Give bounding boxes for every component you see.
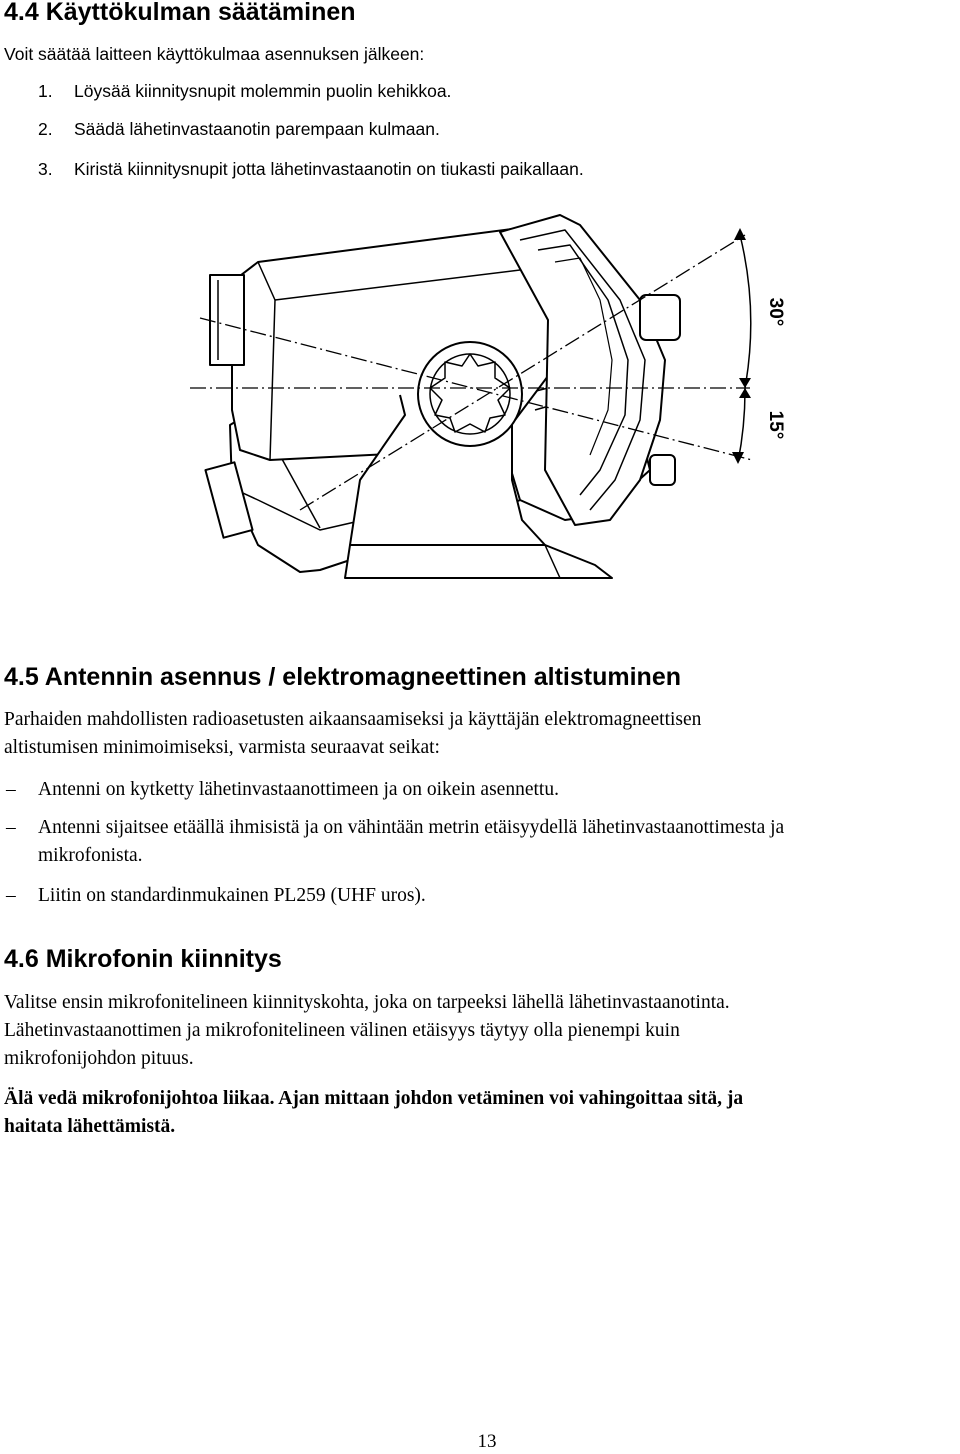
section-heading-4-5: 4.5 Antennin asennus / elektromagneettinen altistuminen — [4, 663, 681, 691]
step-2-number: 2. — [38, 119, 53, 139]
warning-line-1: Älä vedä mikrofonijohtoa liikaa. Ajan mittaan johdon vetäminen voi vahingoittaa sitä, ja — [4, 1088, 744, 1109]
section-4-5-paragraph-line-1: Parhaiden mahdollisten radioasetusten aikaansaamiseksi ja käyttäjän elektromagneettisen — [4, 709, 702, 730]
mount-base — [345, 545, 612, 578]
angle-label-15: 15° — [765, 410, 786, 440]
step-3-number: 3. — [38, 159, 53, 179]
bullet-marker: – — [6, 817, 16, 838]
page-number: 13 — [477, 1431, 497, 1452]
bullet-2-text-line-1: Antenni sijaitsee etäällä ihmisistä ja on vähintään metrin etäisyydellä lähetinvastaanottimesta ja — [38, 817, 785, 838]
section-4-6-paragraph-line-2: Lähetinvastaanottimen ja mikrofonitelineen välinen etäisyys täytyy olla pienempi kuin — [4, 1020, 680, 1041]
bullet-2-text-line-2: mikrofonista. — [38, 845, 143, 866]
angle-label-30: 30° — [765, 297, 786, 327]
step-3-text: Kiristä kiinnitysnupit jotta lähetinvastaanotin on tiukasti paikallaan. — [74, 159, 584, 179]
bullet-3-text: Liitin on standardinmukainen PL259 (UHF uros). — [38, 885, 426, 906]
tilt-angle-diagram — [0, 0, 960, 640]
lower-right-knob — [650, 455, 675, 485]
section-intro: Voit säätää laitteen käyttökulmaa asennuksen jälkeen: — [4, 44, 425, 64]
step-1-number: 1. — [38, 81, 53, 101]
bullet-1-text: Antenni on kytketty lähetinvastaanottimeen ja on oikein asennettu. — [38, 779, 559, 800]
section-heading-4-4: 4.4 Käyttökulman säätäminen — [4, 0, 356, 26]
bullet-marker: – — [6, 885, 16, 906]
warning-line-2: haitata lähettämistä. — [4, 1116, 176, 1137]
section-4-5-paragraph-line-2: altistumisen minimoimiseksi, varmista seuraavat seikat: — [4, 737, 440, 758]
section-4-6-paragraph-line-3: mikrofonijohdon pituus. — [4, 1048, 194, 1069]
bullet-marker: – — [6, 779, 16, 800]
step-2-text: Säädä lähetinvastaanotin parempaan kulmaan. — [74, 119, 440, 139]
step-1-text: Löysää kiinnitysnupit molemmin puolin kehikkoa. — [74, 81, 452, 101]
section-heading-4-6: 4.6 Mikrofonin kiinnitys — [4, 945, 282, 973]
upper-left-knob — [210, 275, 244, 365]
section-4-6-paragraph-line-1: Valitse ensin mikrofonitelineen kiinnityskohta, joka on tarpeeksi lähellä lähetinvastaanotinta. — [4, 992, 730, 1013]
upper-right-knob — [640, 295, 680, 340]
pivot-knob — [418, 342, 522, 446]
